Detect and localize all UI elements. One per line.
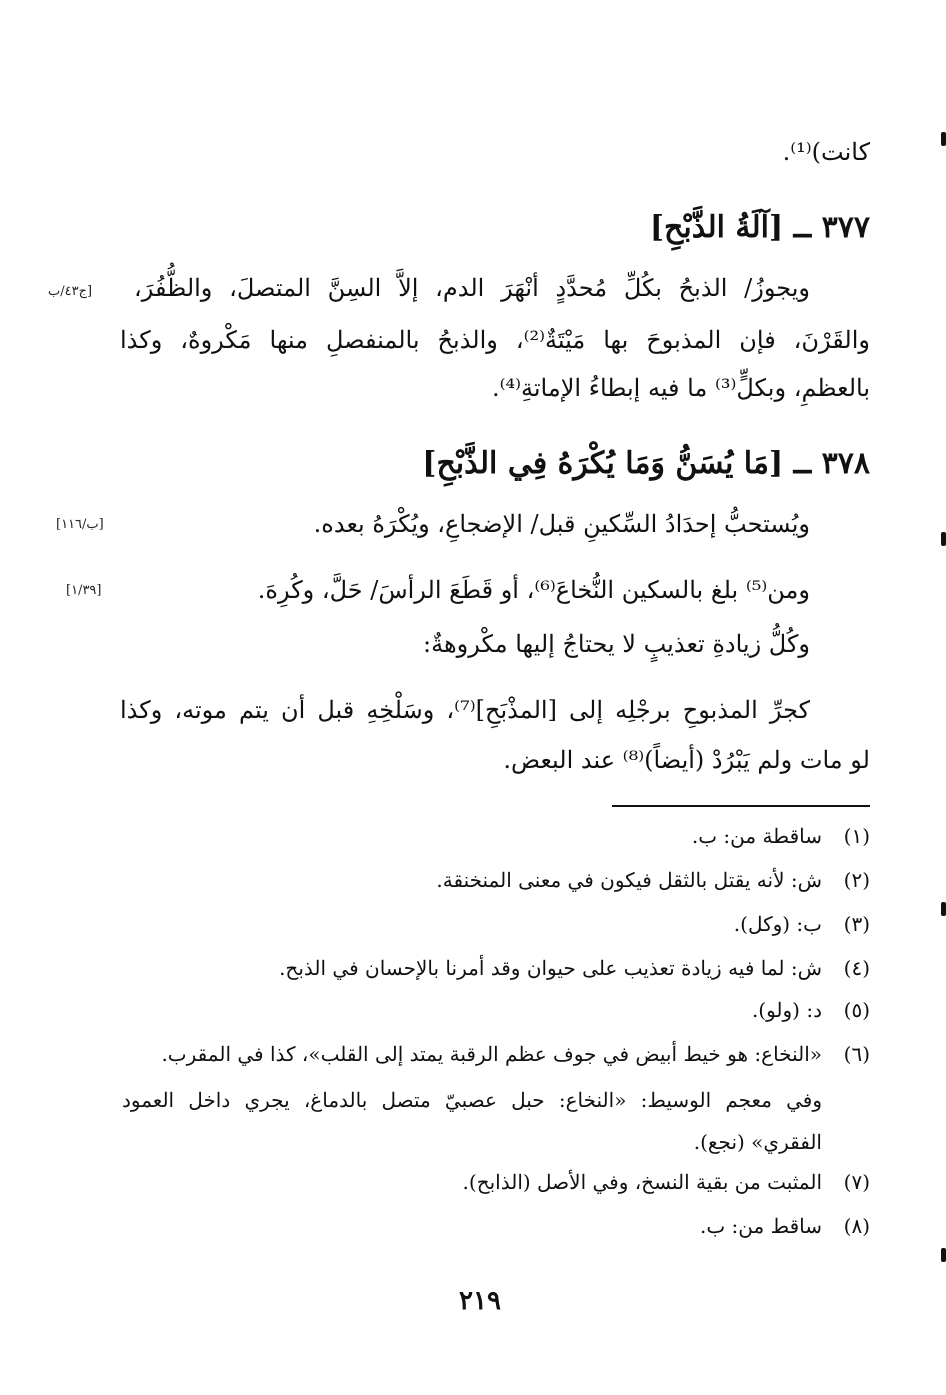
body-line: كجرِّ المذبوحِ برجْلِه إلى [المذْبَحِ]⁽⁷⁾، وسَلْخِهِ قبل أن يتم موته، وكذا (120, 696, 811, 724)
footnote-number: (٣) (843, 912, 870, 936)
margin-note: [ب/١١٦] (56, 517, 104, 532)
footnote-number: (٦) (843, 1042, 870, 1066)
margin-note: [ج٤٣/ب (48, 284, 93, 299)
body-line: بالعظمِ، وبكلٍّ⁽³⁾ ما فيه إبطاءُ الإماتةِ⁽⁴⁾. (491, 374, 870, 402)
footnote-text: ساقط من: ب. (700, 1214, 822, 1238)
footnote-divider (612, 805, 870, 807)
footnote-number: (٧) (843, 1170, 870, 1194)
footnote-text: الفقري» (نجع). (693, 1130, 822, 1154)
body-line: وكُلُّ زيادةِ تعذيبٍ لا يحتاجُ إليها مكْروهةٌ: (423, 630, 810, 658)
footnote-text: ساقطة من: ب. (691, 824, 822, 848)
edge-mark (941, 902, 946, 916)
body-line: كانت)⁽¹⁾. (782, 138, 870, 166)
footnote-number: (٥) (843, 998, 870, 1022)
footnote-number: (٤) (843, 956, 870, 980)
section-heading-378: ٣٧٨ ــ [مَا يُسَنُّ وَمَا يُكْرَهُ فِي الذَّبْحِ] (422, 446, 870, 481)
body-line: ويُستحبُّ إحدَادُ السِّكينِ قبل/ الإضجاعِ، ويُكْرَهُ بعده. (313, 510, 810, 538)
footnote-text: ب: (وكل). (733, 912, 822, 936)
footnote-text: المثبت من بقية النسخ، وفي الأصل (الذابح). (462, 1170, 822, 1194)
body-line: ومن⁽⁵⁾ بلغ بالسكين النُّخاعَ⁽⁶⁾، أو قَطَعَ الرأسَ/ حَلَّ، وكُرِهَ. (257, 576, 810, 604)
edge-mark (941, 1248, 946, 1262)
edge-mark (941, 132, 946, 146)
footnote-number: (١) (843, 824, 870, 848)
footnote-text: د: (ولو). (751, 998, 822, 1022)
footnote-text: «النخاع: هو خيط أبيض في جوف عظم الرقبة يمتد إلى القلب»، كذا في المقرب. (161, 1042, 822, 1066)
body-line: والقَرْنَ، فإن المذبوحَ بها مَيْتَةٌ⁽²⁾، والذبحُ بالمنفصلِ منها مَكْروهٌ، وكذا (120, 326, 870, 354)
margin-note: [١/٣٩] (66, 583, 102, 598)
section-heading-377: ٣٧٧ ــ [آلَةُ الذَّبْحِ] (649, 210, 870, 245)
body-line: ويجوزُ/ الذبحُ بكُلِّ مُحدَّدٍ أنْهَرَ الدم، إلاَّ السِنَّ المتصلَ، والظُّفُرَ، (134, 274, 810, 302)
footnote-number: (٨) (843, 1214, 870, 1238)
edge-mark (941, 532, 946, 546)
page-number: ٢١٩ (459, 1286, 501, 1316)
body-line: لو مات ولم يَبْرُدْ (أيضاً)⁽⁸⁾ عند البعض. (503, 746, 870, 774)
footnote-number: (٢) (843, 868, 870, 892)
footnote-text: ش: لما فيه زيادة تعذيب على حيوان وقد أمرنا بالإحسان في الذبح. (279, 956, 822, 980)
footnote-text: ش: لأنه يقتل بالثقل فيكون في معنى المنخنقة. (436, 868, 822, 892)
footnote-text: وفي معجم الوسيط: «النخاع: حبل عصبيّ متصل بالدماغ، يجري داخل العمود (122, 1088, 822, 1112)
